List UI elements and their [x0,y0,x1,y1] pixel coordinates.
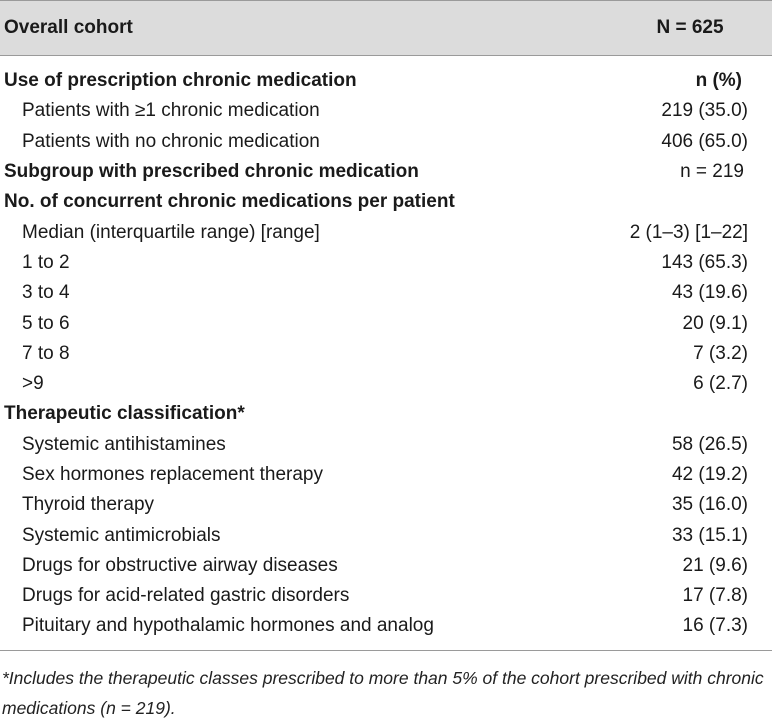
row-label: Patients with ≥1 chronic medication [22,100,320,122]
row-value: 219 (35.0) [661,100,748,122]
table-footnote: *Includes the therapeutic classes prescribed to more than 5% of the cohort prescribed with chronic medications (n = 219). [2,667,764,718]
row-label: 1 to 2 [22,251,70,273]
row-value: n (%) [695,70,742,92]
row-value: 406 (65.0) [661,130,748,152]
row-value: 43 (19.6) [671,282,748,304]
row-label: Drugs for obstructive airway diseases [22,554,338,576]
row-label: 5 to 6 [22,312,70,334]
row-value: 33 (15.1) [671,524,748,546]
table-body [0,56,772,642]
row-label: Pituitary and hypothalamic hormones and analog [22,615,434,637]
section-label: Use of prescription chronic medication [4,70,357,92]
row-value: 143 (65.3) [661,251,748,273]
row-value: 42 (19.2) [671,464,748,485]
table-row [0,611,772,641]
section-row [0,66,772,96]
row-value: n = 219 [680,161,744,183]
row-label: Systemic antimicrobials [22,524,221,546]
table-row [0,339,772,369]
row-value: 2 (1–3) [1–22] [629,221,748,243]
section-label: No. of concurrent chronic medications per patient [4,191,455,213]
row-value: 20 (9.1) [682,312,748,334]
row-value: 58 (26.5) [671,433,748,455]
table-row [0,520,772,550]
row-label: 7 to 8 [22,342,70,364]
row-label: Sex hormones replacement therapy [22,464,323,485]
row-value: 21 (9.6) [682,554,748,576]
table-row [0,96,772,126]
table-row [0,308,772,338]
row-label: Drugs for acid-related gastric disorders [22,585,350,607]
row-value: 35 (16.0) [671,494,748,516]
table-row [0,551,772,581]
row-label: Patients with no chronic medication [22,130,320,152]
table-row [0,217,772,247]
row-value: 6 (2.7) [693,373,748,395]
section-row [0,157,772,187]
row-label: Thyroid therapy [22,494,155,516]
header-left-label: Overall cohort [4,17,133,38]
table-row [0,430,772,460]
table-header [0,0,772,56]
row-value: 16 (7.3) [682,615,748,637]
row-label: Systemic antihistamines [22,433,226,455]
table-row [0,278,772,308]
section-row [0,399,772,429]
table-row [0,581,772,611]
header-right-label: N = 625 [656,17,724,38]
row-value: 7 (3.2) [693,342,748,364]
row-label: 3 to 4 [22,282,70,304]
row-label: >9 [22,373,44,395]
table-row [0,490,772,520]
table-row [0,460,772,490]
section-label: Therapeutic classification* [4,403,245,425]
section-label: Subgroup with prescribed chronic medication [4,161,419,183]
table-row [0,127,772,157]
table-row [0,248,772,278]
section-row [0,187,772,217]
table-row [0,369,772,399]
row-value: 17 (7.8) [682,585,748,607]
row-label: Median (interquartile range) [range] [22,221,320,243]
